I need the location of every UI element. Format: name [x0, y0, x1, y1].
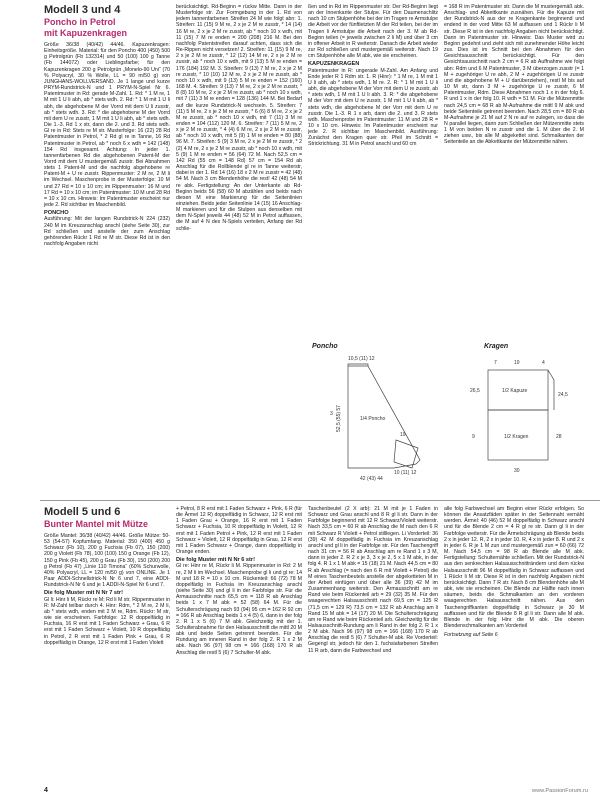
- poncho-side: 3: [330, 411, 333, 417]
- footer-watermark: www.PassionForum.ru: [532, 788, 588, 794]
- top-col1-head: PONCHO: [44, 210, 69, 217]
- top-column-1: [44, 4, 170, 247]
- kapuze-curve: [548, 370, 554, 410]
- bottom-col1b-text: Gl li: Hinr li M, Rückr re M; Rd li M str. Rippenmuster in R: M-Zahl teilbar durch 4. Hinr: Rdm, * 2 M re, 2 M li, ab * stets wdh, enden mit 2 M re, Rdm. Rückr: M str, wie sie erscheinen. Farbfolge: 12 R doppelfädig in Fuchsia, 16 R erst mit 1 Faden Schwarz + Grau, 6 R erst mit 1 Faden Schwarz + Violett, 10 R doppelfädig in Petrol, 2 R erst mit 1 Faden Pink + Grau, 6 R doppelfädig in Orange, 12 R erst mit 1 Faden Violett: [44, 596, 170, 646]
- poncho-caption: Poncho: [312, 343, 338, 350]
- bottom-section: [0, 502, 600, 792]
- poncho-stulpe-width: 10 (11) 12: [394, 470, 417, 476]
- kragen-top-3: 4: [542, 360, 545, 366]
- bottom-subtitle: Bunter Mantel mit Mütze: [44, 519, 149, 529]
- kragen-top-1: 7: [494, 360, 497, 366]
- kragen-label: 1/2 Kragen: [504, 434, 529, 440]
- section-divider: [40, 500, 600, 501]
- bottom-column-3: [308, 506, 438, 654]
- kragen-caption: Kragen: [484, 343, 509, 350]
- top-col1b-text: Ausführung: Mit der langen Rundstrick-N 224 (232) 240 M im Kreuzanschlag anschl (siehe Seite 30), zur Rd schließen und anstelle der zum Anschlag gehörenden Rückr 1 Rd re M str. Diese Rd ist in den nachfolg Angaben nicht: [44, 216, 170, 247]
- bottom-col2-head: Die folg Muster mit N Nr 6 str!: [176, 557, 255, 564]
- top-column-4: [444, 4, 584, 146]
- top-subtitle-line2: mit Kapuzenkragen: [44, 28, 128, 38]
- kragen-bottom: 30: [514, 468, 520, 474]
- top-column-3: [308, 4, 438, 148]
- bottom-column-4: [444, 506, 584, 638]
- poncho-schematic: [308, 340, 438, 490]
- page-number: 4: [44, 787, 48, 794]
- bottom-col2-text: + Petrol, 8 R erst mit 1 Faden Schwarz + Pink, 6 R (für die Ärmel 12 R) doppelfädig in Schwarz, 12 R erst mit 1 Faden Grau + Orange, 16 R erst mit 1 Faden Schwarz + Fuchsia, 10 R doppelfädig in Violett, 12 R erst mit 1 Faden Petrol + Pink, 12 R erst mit 1 Faden Schwarz + Violett, 12 R doppelfädig in Grau, 12 R erst mit 1 Faden Schwarz + Orange, dann doppelfädig in Orange enden.: [176, 506, 302, 556]
- kragen-side: 28: [556, 434, 562, 440]
- kragen-left: 26,5: [470, 388, 480, 394]
- bottom-col1-head: Die folg Muster mit N Nr 7 str!: [44, 590, 123, 597]
- kragen-right: 24,5: [558, 392, 568, 398]
- top-col1-text: Größe 36/38 (40/42) 44/46. Kapuzenkragen: Einheitsgröße. Material: für den Poncho 400 (450) 500 g Petrolgrün (Fb 132314) und 50 (100) 100 g Tanne (Fb 144072) oder Lieblingsfarbe; für den Kapuzenkragen 200 g Petrolgrün „Monelo-90 Uni“ (70 % Polyacryl, 30 % Wolle, LL = 90 m/50 g) von JUNGHANS-WOLLVERSAND. Je 1 lange und kurze PRYM-Rundstrick-N und 1 PRYM-N-Spiel Nr 6. Patentmuster in Rd: gerade M-Zahl. 1. Rd: * 1 M re, 1 M mit 1 U li abh, ab * stets wdh. 2. Rd: * 1 M mit 1 U li abh, die abgehobene M der Vorrd mit dem U li zusstr, ab * stets wdh. 3. Rd: * die abgehobene M der Vorrd mit dem U re zusstr, 1 M mit 1 U li abh, ab * stets wdh. Die 1.-3. Rd 1 x str, dann die 2. und 3. Rd stets wdh. Gl re in Rd: Stets re M str. Musterfolge: 16 (22) 28 Rd Patentmuster in Petrol, * 2 Rd gl re in Tanne, 16 Rd Patentmuster in Petrol, ab * noch 6 x wdh = 142 (148) 154 Rd insgesamt. Achtung: In jeder 1. tannenfarbenen Rd die abgehobenen Patent-M der Vorrd mit dem U mustergemäß zusstr. Bei Abnahmen stets 1 Patent-M und die nachfolg abgehobene re Patent-M + U re zusstr. Rippenmuster: 2 M re, 2 M li im Wechsel. Maschenprobe in der Musterfolge: 10 M und 27 Rd = 10 x 10 cm; im Rippenmuster: 16 M und 17 Rd = 10 x 10 cm; im Patentmuster: 10 M und 28 Rd = 10 x 10 cm. Hinweis: Im Patentmuster erscheint nur jede 2. Rd sichtbar im Maschenbild.: [44, 42, 170, 209]
- top-col2-text: berücksichtigt. Rd-Beginn = rückw Mitte. Dann in der Musterfolge str. Zur Formgebung in der 1. Rd von jedem tannenfarbenen Streifen 24 M wie folgt abn: 1. Streifen: 11 (15) 9 M re, 2 x je 2 M re zusstr, * 14 (14) 16 M re, 2 x je 2 M re zusstr, ab * noch 10 x wdh, mit 11 (15) 7 M re enden = 200 (208) 216 M. Bei den nachfolg Patentstreifen darauf achten, dass sich die Re-Rippen nicht versetzen! 2. Streifen: 11 (15) 9 M re, 2 x je 2 M re zusstr, * 12 (12) 14 M re, 2 x je 2 M re zusstr, ab * noch 10 x wdh, mit 9 (13) 5 M re enden = 176 (184) 192 M. 3. Streifen: 9 (13) 7 M re, 2 x je 2 M re zusstr, * 10 (10) 12 M re, 2 x je 2 M re zusstr, ab * noch 10 x wdh, mit 9 (13) 5 M re enden = 152 (160) 168 M. 4. Streifen: 9 (13) 7 M re, 2 x je 2 M re zusstr, * 8 (8) 10 M re, 2 x je 2 M re zusstr, ab * noch 10 x wdh, mit 7 (11) 3 M re enden = 128 (136) 144 M. Bei Bedarf auf die kurze Rundstrick-N wechseln. 5. Streifen: 7 (11) 5 M re, 2 x je 2 M re zusstr, * 6 (6) 8 M re, 2 x je 2 M re zusstr, ab * noch 10 x wdh, mit 7 (11) 3 M re enden = 104 (112) 120 M. 6. Streifen: 7 (11) 5 M re, 2 x je 2 M re zusstr, * 4 (4) 6 M re, 2 x je 2 M re zusstr, ab * noch 10 x wdh, mit 5 (9) 1 M re enden = 80 (88) 96 M. 7. Streifen: 5 (9) 3 M re, 2 x je 2 M re zusstr, * 2 (2) 4 M re, 2 x je 2 M re zusstr, ab * noch 10 x wdh, mit 5 (9) 1 M re enden = 56 (64) 72 M. Nach 52,5 cm = 142 Rd (55 cm = 148 Rd) 57 cm = 154 Rd ab Anschlag für die Rollblende gl re in Tanne weiterstr, dabei in der 1. Rd 14 (16) 18 x 2 M re zusstr = 42 (48) 54 M. Nach 3 cm Blendenhöhe die rest! 42 (48) 54 M re abk. Fertigstellung: An der Unterkante ab Rd-Beginn beids 56 (58) 60 M abzählen und beids nach diesen M eine Markierung für die Seitenlinien einziehen. Beids jeder Seitenlinie 14 (15) 16 Anschlag-M markieren und für die Stulpen aus denselben mit dem N-Spiel jeweils 44 (48) 52 M in Petrol auffassen, die M auf 4 N des N-Spiels verteilen, Anfang der Rd schlie-: [176, 4, 302, 232]
- poncho-height: 52,5 (55) 57: [336, 405, 342, 432]
- top-col3-text: ßen und in Rd im Rippenmuster str. Der Rd-Beginn liegt an der Innenkante der Stulpe. Für den Daumenschlitz nach 10 cm Stulpenhöhe bei der im Tragen re Armstulpe die Arbeit vor der fünftletzten M der Rd teilen, bei der im Tragen li Armstulpe die Arbeit nach der 3. M ab Rd-Beginn teilen (= jeweils zwischen 2 li M) und über 3 cm in offener Arbeit in R weiterstr. Danach die Arbeit wieder zur Rd schließen und mustergemäß weiterstr. Nach 19 cm Stulpenhöhe alle M abk, wie sie erscheinen.: [308, 4, 438, 60]
- bottom-col1-text: Größe Mantel: 36/38 (40/42) 44/46. Größe Mütze: 50-53 (54-57) Kopfumfang. Material: 350 (400) 450 g Schwarz (Fb 10), 200 g Fuchsia (Fb 07), 150 (200) 200 g Violett (Fb 78), 100 (100) 150 g Orange (Fb 12), 150 g Pink (Fb 45), 200 g Grau (Fb 30), 150 (200) 200 g Petrol (Fb 47) „Linie 110 Timona“ (60% Schurwolle, 40% Polyacryl, LL = 120 m/50 g) von ONLINE. Je 1 Paar ADDI-Schnellstrick-N Nr 6 und 7, eine ADDI-Rundstrick-N Nr 6 und je 1 ADDI-N-Spiel Nr 6 und 7.: [44, 533, 170, 589]
- poncho-stulpe: [394, 440, 418, 468]
- top-col4-text: = 168 R im Patentmuster str. Dann die M mustergemäß abk. Anschlag- und Abkettkante zusnähen. Für die Kapuze mit der Rundstrick-N aus der re Kragenkante beginnend und endend in der vord Mitte 63 M auffassen und 1 Rückr li M str. Diese R ist in den nachfolg Angaben nicht berücksichtigt. Dann im Patentmuster str. Hinweis: Das Muster wird zu Beginn gedehnt und zieht sich mit zunehmender Höhe leicht zus. Dies ist im Schnitt bei den Abnahmen für den Gesichtsausschnitt berücksichtigt. Für den Gesichtsausschnitt nach 2 cm = 6 R ab Auffnahme wie folgt abn: Rdm und 6 M Patentmuster, 3 M überzogen zusstr (= 1 M + zugehöriger U re abh, 2 M + zugehörigen U re zusstr und die abgehobene M + U darüberziehen), restl M bis auf 10 M str, dann 3 M + zugehörige U re zusstr, 6 M Patentmuster, Rdm. Diese Abnahmen noch 1 x in der folg 6. R und 1 x in der folg 10. R wdh = 51 M. Für die Mützenmitte nach 24,5 cm = 68 R ab M-Aufnahme die mittl 9 M abk und beide Seitenteile getrennt beenden. Nach 28,5 cm = 80 R ab M-Aufnahme je 21 M auf 2 N re auf re zulegen, so dass die N parallel liegen, dann zum Schließen der Mützenmitte stets 1 M von beiden N re zusstr und die 1. M über die 2. M ziehen usw., bis alle M abgekettet sind. Schmalkanten der Seitenteile an die Abkettkante der Mützenmitte nähen.: [444, 4, 584, 146]
- top-subtitle-line1: Poncho in Petrol: [44, 17, 116, 27]
- bottom-column-2: [176, 506, 302, 656]
- bottom-col2b-text: Gl re: Hinr re M, Rückr li M. Rippenmuster in Rd: 2 M re, 2 M li im Wechsel. Maschenprobe gl li und gl re: 14 M und 18 R = 10 x 10 cm. Rückenteil: 66 (72) 78 M doppelfädig in Fuchsia im Kreuzanschlag anschl (siehe Seite 30) und gl li in der Farbfolge str. Für die Armausschnitte nach 65,5 cm = 118 R ab Anschlag beids 1 x 7 M abk = 52 (58) 64 M. Für die Schulterschrägung nach 93 (94) 95 cm = 162 R 92 cm = 166 R ab Anschlag beids 1 x 4 (5) 6, dann in der folg 2. R 1 x 5 (6) 7 M abk. Gleichzeitig mit der 1. Schulterabnahme für den Halsausschnitt die mittl 20 M abk und beide Seiten getrennt beenden. Für die Rundung am inneren Rand in der folg 2. R 1 x 2 M abk. Nach 96 (97) 98 cm = 166 (168) 170 R ab Anschlag die restl 5 (6) 7 Schulter-M abk.: [176, 563, 302, 656]
- top-col3b-text: Patentmuster in R: ungerade M-Zahl. Am Anfang und Ende jeder R 1 Rdm str. 1. R (Hinr): * 1 M re, 1 M mit 1 U li abh, ab * stets wdh, 1 M re. 2. R: * 1 M mit 1 U li abh, die abgehobene M der Vorr mit dem U re zusstr, ab * stets wdh, 1 M mit 1 U li abh. 3. R: * die abgehobene M der Vorr mit dem U re zusstr, 1 M mit 1 U li abh, ab * stets wdh, die abgehobene M der Vorr mit dem U re zusstr. Die 1.-3. R 1 x arb, dann die 2. und 3. R stets wdh. Maschenprobe im Patentmuster: 11 M und 28 R = 10 x 10 cm. Hinweis: Im Patentmuster erscheint nur jede 2. R sichtbar im Maschenbild. Ausführung: Zunächst den Kragen quer str. Pfeil im Schnitt = Strickrichtung. 31 M in Petrol anschl und 60 cm: [308, 67, 438, 148]
- poncho-bottom-width: 42 (43) 44: [360, 476, 383, 482]
- top-column-2: [176, 4, 302, 232]
- kragen-top-2: 19: [514, 360, 520, 366]
- top-title: Modell 3 und 4: [44, 4, 121, 16]
- bottom-col4-text: alle folg Farbwechsel am Beginn einer Rückr erfolgen. So können die Ansatzfäden später in der Seitennaht vernäht werden. Ärmel: 40 (46) 52 M doppelfädig in Schwarz anschl und für die Blende 2 cm = 4 R gl re str. Dann gl li in der Farbfolge weiterstr. Für die Ärmelschrägung ab Blende beids 2 x in jeder 12. R, 2 x in jeder 10. R, 4 x in jeder 8. R und 2 x in jeder 6. R je 1 M zun und mustergemäß zun = 60 (66) 72 M. Nach 54,5 cm = 98 R ab Blende alle M abk. Fertigstellung: Schulternähte schließen. Mit der Rundstrick-N aus den senkrechten Halsausschnitträndern und dem rückw Halsausschnitt 96 M doppelfädig in Schwarz auffassen und 1 Rückr li M str. Diese R ist in den nachfolg Angaben nicht berücksichtigt. Dann 7 R str. Nach 8 cm Blendenhöhe alle M abk, wie sie erscheinen. Die Blende zur Hälfte nach innen säumen, beids die Schmalkanten an den vorderen waagerechten Halsausschnitt nähen. Aus den Taschengriffkanten doppelfädig in Schwarz je 30 M auffassen und für die Blende 8 R gl li str. Dann alle M abk. Blende in der folg Hinr die M abk. Die oberen Blendenschmalkanten am Vorderteil: [444, 506, 584, 629]
- bottom-col3-text: Taschenbeutel (2 X arb): 21 M mit je 1 Faden in Schwarz und Grau anschl und 8 R gl li str. Dann in der Farbfolge beginnend mit 12 R Schwarz/Violett weiterstr. Nach 33,5 cm = 60 R ab Anschlag die M nach den 6 R mit Schwarz R Violett + Petrol stilllegen. Li Vorderteil: 36 (39) 42 M doppelfädig in Fuchsia im Kreuzanschlag anschl und gl li in der Farbfolge str. Für den Taschengriff nach 31 cm = 56 R ab Anschlag am re Rand 1 x 3 M, dann in jeder 2. R 2 x je 3, 3 x je 2, 5 x 1 M abk, in der folg 4. R 1 x 1 M abk = 15 (18) 21 M. Nach 44,5 cm = 80 R ab Anschlag (= nach den 6 R mit Violett + Petrol) die M eines Taschenbeutels anstelle der abgeketteten M in der Arbeit einfügen und über alle 36 (39) 42 M im Zusammenhang weiterstr. Den Armausschnitt am re Rand wie beim Rückenteil arb = 29 (32) 35 M. Für den waagerechten Halsausschnitt nach 69,5 cm = 125 R (71,5 cm = 129 R) 73,5 cm = 132 R ab Anschlag am li Rand 15 M abk = 14 (17) 20 M. Die Schulterschrägung am re Rand wie beim Rückenteil arb. Gleichzeitig für die Halsausschnitt-Rundung am li Rand in der folg 2. R 1 x 2 M abk. Nach 96 (97) 98 cm = 166 (168) 170 R ab Anschlag die restl 5 (6) 7 Schulter-M abk. Re Vorderteil: Gegengl str, jedoch für den 1. fuchsiafarbenen Streifen 11 R arb, dann die Farbwechsel und: [308, 506, 438, 654]
- poncho-inner-label: 1/4 Poncho: [360, 416, 386, 422]
- continue-note: Fortsetzung auf Seite 6: [444, 632, 498, 639]
- kragen-dim1: 9: [472, 434, 475, 440]
- bottom-column-1: [44, 506, 170, 646]
- kapuze-label: 1/2 Kapuze: [502, 388, 528, 394]
- top-col3-head: KAPUZENKRAGEN: [308, 61, 360, 68]
- kragen-schematic: [444, 340, 586, 490]
- bottom-title: Modell 5 und 6: [44, 506, 121, 518]
- poncho-stulpe-height: 19: [400, 432, 406, 438]
- poncho-top-width: 10,5 (11) 12: [348, 356, 375, 362]
